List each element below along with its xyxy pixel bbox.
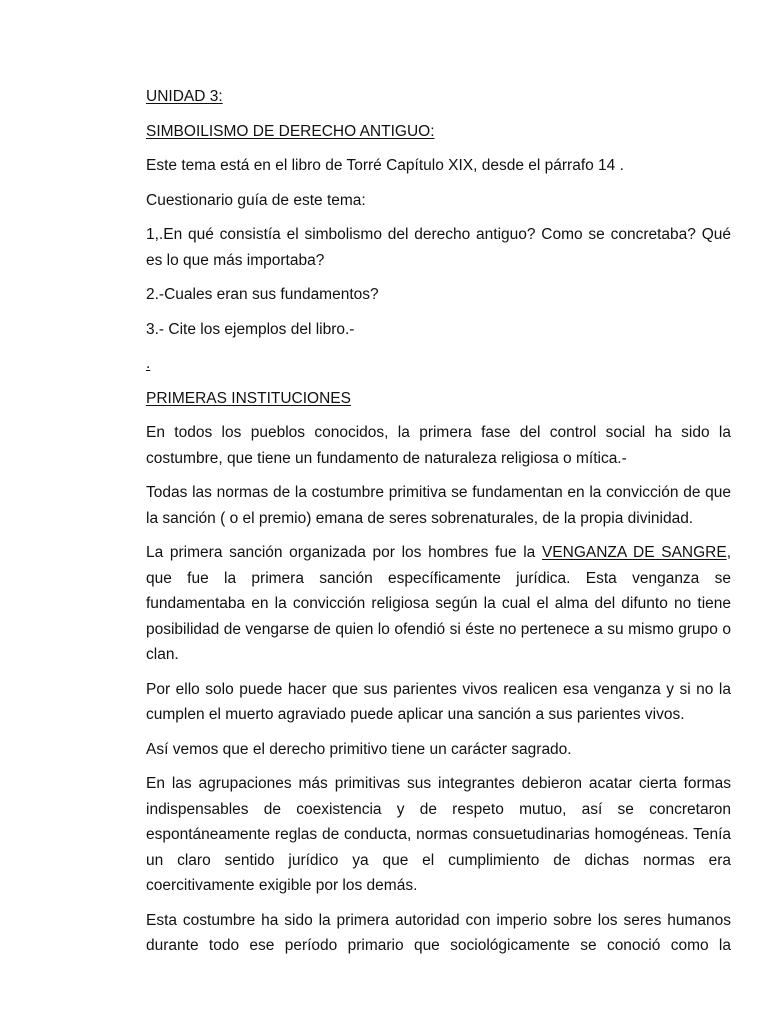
unit-heading: UNIDAD 3: [146,88,223,105]
separator-mark: . [146,355,151,372]
paragraph-3-end: , que fue la primera sanción específicamente jurídica. Esta venganza se fundamentaba en la convicción religiosa según la cual el alma del difunto no tiene posibilidad de vengarse de quien lo ofendió si éste no pertenece a su mismo grupo o clan. [146,544,731,663]
document-body [146,84,731,968]
paragraph-3-start: La primera sanción organizada por los hombres fue la [146,544,542,561]
paragraph-1: En todos los pueblos conocidos, la primera fase del control social ha sido la costumbre, que tiene un fundamento de naturaleza religiosa o mítica.- [146,424,731,467]
venganza-de-sangre-term: VENGANZA DE SANGRE [541,544,727,561]
section-heading: PRIMERAS INSTITUCIONES [146,389,351,407]
intro-text: Este tema está en el libro de Torré Capítulo XIX, desde el párrafo 14 . [146,157,624,174]
questionnaire-title: Cuestionario guía de este tema: [146,191,366,209]
paragraph-4: Por ello solo puede hacer que sus parientes vivos realicen esa venganza y si no la cumplen el muerto agraviado puede aplicar una sanción a sus parientes vivos. [146,680,731,723]
question-1: 1,.En qué consistía el simbolismo del derecho antiguo? Como se concretaba? Qué es lo que más importaba? [146,226,731,269]
paragraph-6: En las agrupaciones más primitivas sus integrantes debieron acatar cierta formas indispensables de coexistencia y de respeto mutuo, así se concretaron espontáneamente reglas de conducta, normas consuetudinarias homogéneas. Tenía un claro sentido jurídico ya que el cumplimiento de dichas normas era coercitivamente exigible por los demás. [146,775,731,894]
paragraph-5: Así vemos que el derecho primitivo tiene un carácter sagrado. [146,740,572,758]
question-2: 2.-Cuales eran sus fundamentos? [146,286,379,303]
question-3: 3.- Cite los ejemplos del libro.- [146,320,355,338]
paragraph-2: Todas las normas de la costumbre primitiva se fundamentan en la convicción de que la sanción ( o el premio) emana de seres sobrenaturales, de la propia divinidad. [146,484,731,527]
paragraph-3 [146,540,731,668]
paragraph-7: Esta costumbre ha sido la primera autoridad con imperio sobre los seres humanos durante todo ese período primario que sociológicamente se conoció como la [146,911,731,954]
topic-heading: SIMBOILISMO DE DERECHO ANTIGUO: [146,122,435,140]
